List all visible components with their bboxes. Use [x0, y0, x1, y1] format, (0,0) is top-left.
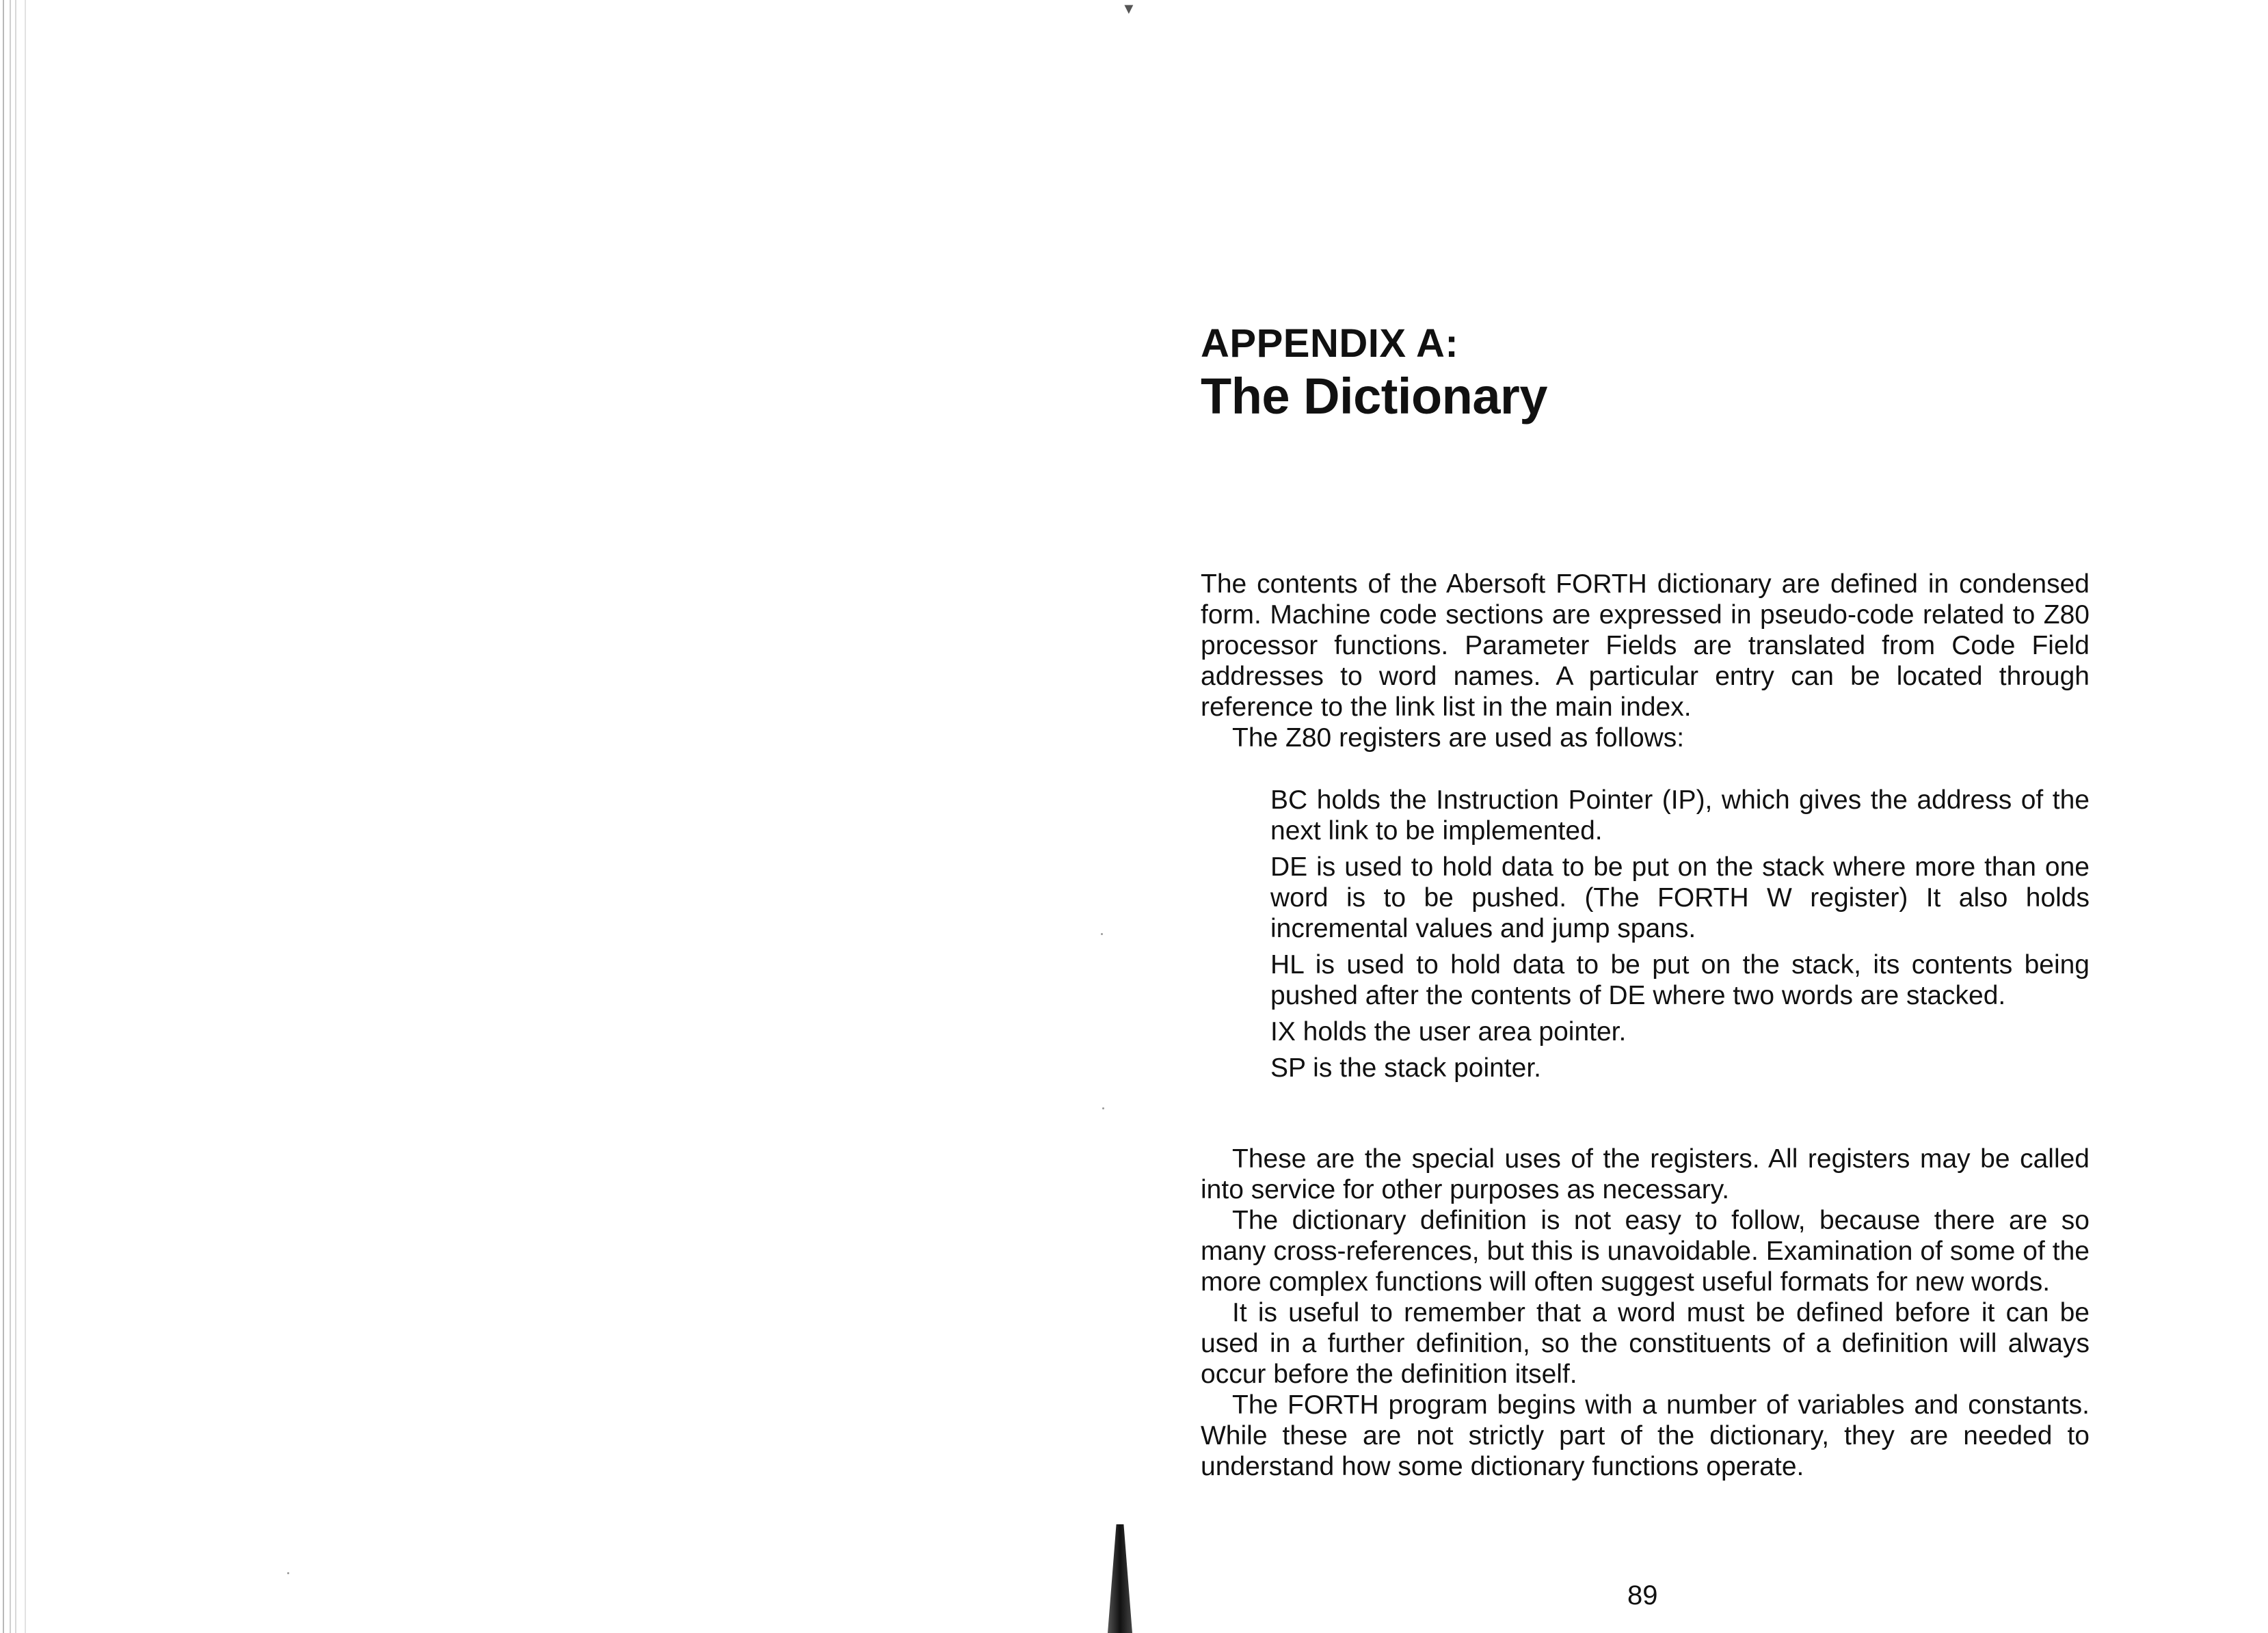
register-item: SP is the stack pointer.: [1270, 1053, 1541, 1083]
register-item: HL is used to hold data to be put on the stack, its contents being pushed after the contents of DE where two words are stacked.: [1270, 950, 2090, 1010]
page-edge-lines: [0, 0, 41, 1633]
left-blank-page: [0, 0, 1121, 1633]
body-paragraph: The FORTH program begins with a number of variables and constants. While these are not strictly part of the dictionary, they are needed to understand how some dictionary functions operate.: [1201, 1390, 2090, 1481]
body-text: [1201, 569, 2090, 1482]
register-item: DE is used to hold data to be put on the stack where more than one word is to be pushed. (The FORTH W register) It also holds incremental values and jump spans.: [1270, 852, 2090, 943]
right-text-page: [1135, 0, 2268, 1633]
body-paragraph: These are the special uses of the registers. All registers may be called into service for other purposes as necessary.: [1201, 1144, 2090, 1204]
register-list: [1201, 785, 2090, 1083]
chapter-title: The Dictionary: [1201, 368, 1547, 424]
speck: [1101, 933, 1103, 935]
body-paragraph: The dictionary definition is not easy to follow, because there are so many cross-references, but this is unavoidable. Examination of some of the more complex functions will often suggest useful formats for new words.: [1201, 1206, 2090, 1297]
speck: [287, 1572, 289, 1574]
chapter-heading: [1201, 321, 2090, 427]
top-binding-mark: ▼: [1121, 0, 1136, 17]
page-number: 89: [1627, 1580, 1658, 1610]
register-item: IX holds the user area pointer.: [1270, 1017, 1627, 1047]
appendix-label: APPENDIX A:: [1201, 321, 1459, 366]
intro-paragraph: The Z80 registers are used as follows:: [1232, 723, 1685, 753]
intro-paragraph: The contents of the Abersoft FORTH dictionary are defined in condensed form. Machine code sections are expressed in pseudo-code related to Z80 processor functions. Parameter Fields are translated from Code Field addresses to word names. A particular entry can be located through reference to the link list in the main index.: [1201, 569, 2090, 722]
speck: [1102, 1107, 1104, 1109]
body-paragraph: It is useful to remember that a word must be defined before it can be used in a further definition, so the constituents of a definition will always occur before the definition itself.: [1201, 1298, 2090, 1389]
register-item: BC holds the Instruction Pointer (IP), which gives the address of the next link to be implemented.: [1270, 785, 2090, 846]
